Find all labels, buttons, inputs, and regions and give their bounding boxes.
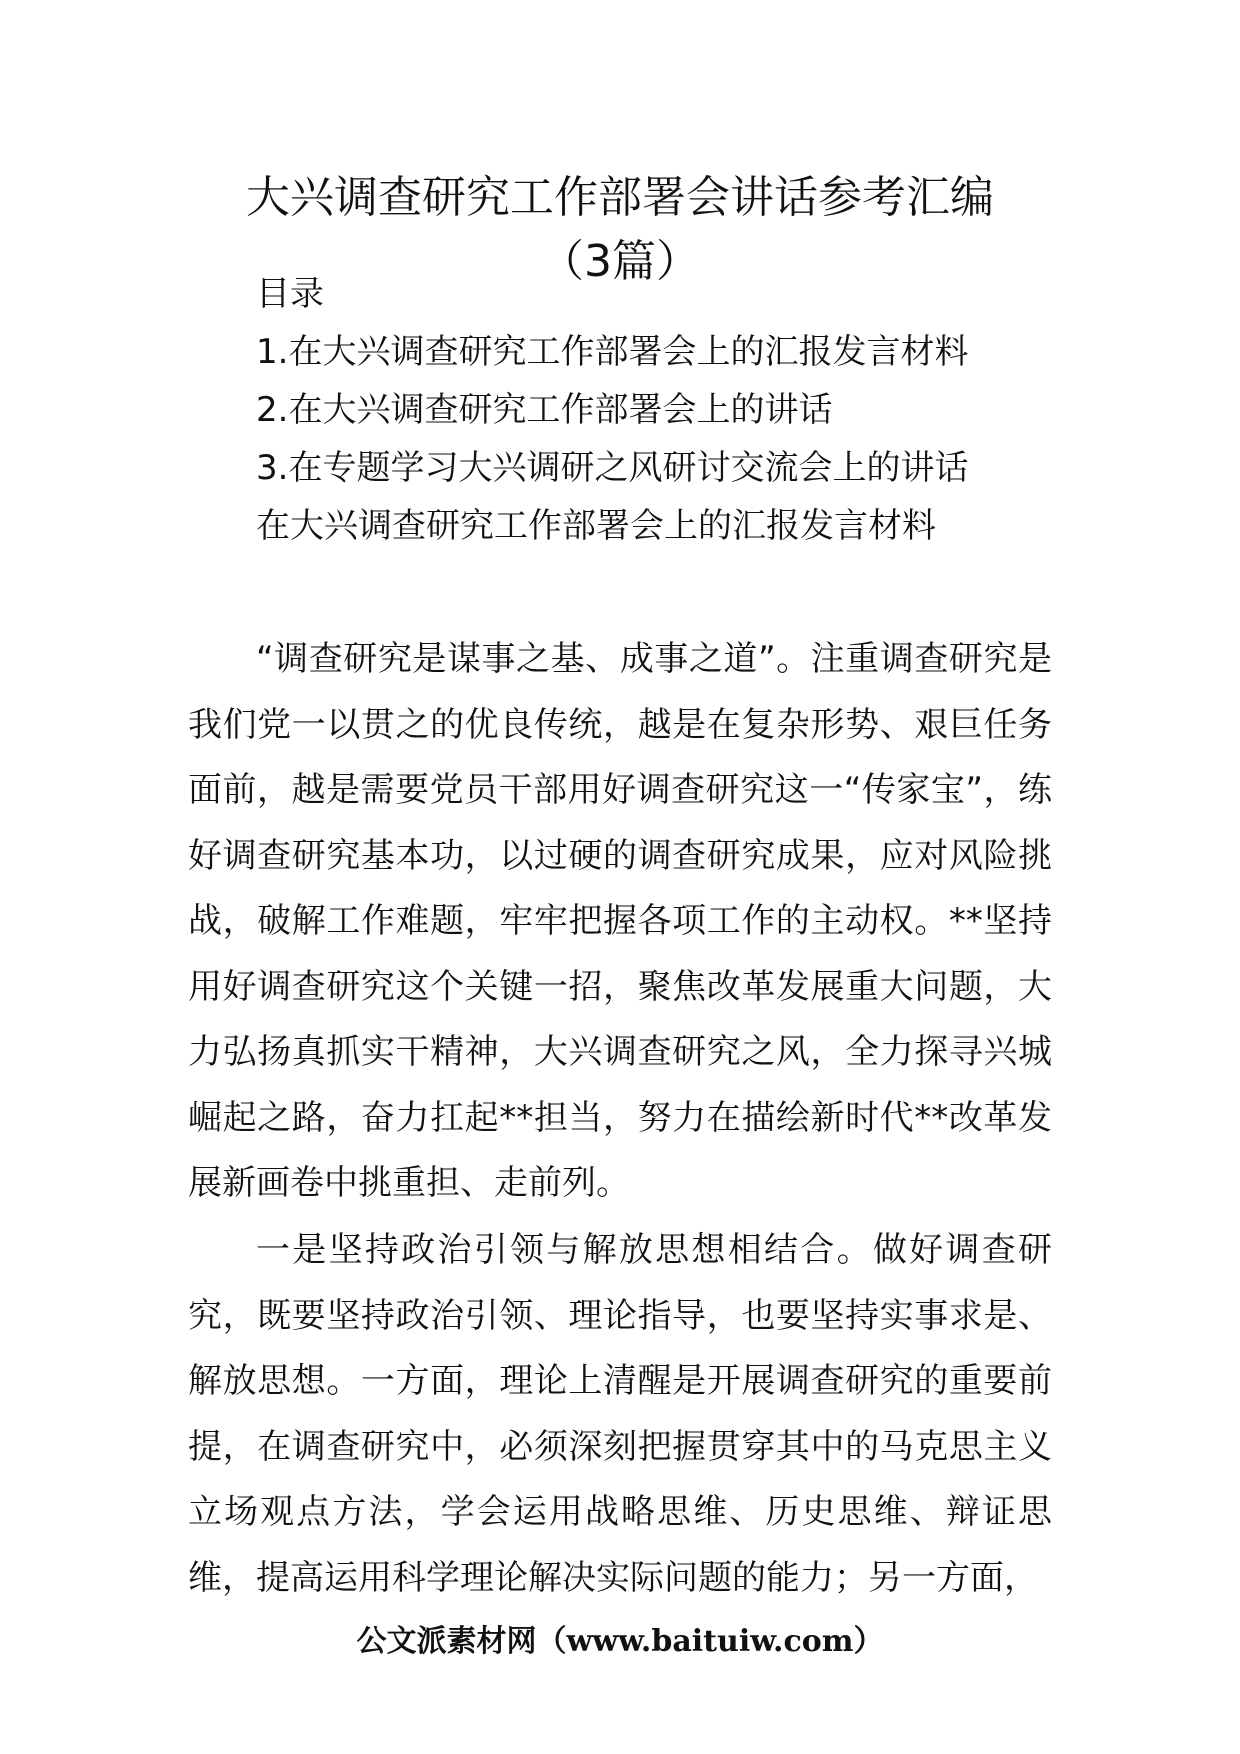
toc-item-1: 1.在大兴调查研究工作部署会上的汇报发言材料 (256, 332, 969, 372)
document-title-count: （3篇） (540, 236, 700, 287)
footer-watermark: 公文派素材网（www.baituiw.com） (356, 1624, 884, 1659)
toc-item-2: 2.在大兴调查研究工作部署会上的讲话 (256, 390, 833, 430)
document-title: 大兴调查研究工作部署会讲话参考汇编 (246, 172, 994, 223)
body-paragraph-1: “调查研究是谋事之基、成事之道”。注重调查研究是我们党一以贯之的优良传统，越是在复杂形势、艰巨任务面前，越是需要党员干部用好调查研究这一“传家宝”，练好调查研究基本功，以过硬的调查研究成果，应对风险挑战，破解工作难题，牢牢把握各项工作的主动权。**坚持用好调查研究这个关键一招，聚焦改革发展重大问题，大力弘扬真抓实干精神，大兴调查研究之风，全力探寻兴城崛起之路，奋力扛起**担当，努力在描绘新时代**改革发展新画卷中挑重担、走前列。 (188, 639, 1052, 1203)
section-heading: 在大兴调查研究工作部署会上的汇报发言材料 (256, 506, 936, 546)
body-paragraph-2: 一是坚持政治引领与解放思想相结合。做好调查研究，既要坚持政治引领、理论指导，也要坚持实事求是、解放思想。一方面，理论上清醒是开展调查研究的重要前提，在调查研究中，必须深刻把握贯穿其中的马克思主义立场观点方法，学会运用战略思维、历史思维、辩证思维，提高运用科学理论解决实际问题的能力；另一方面， (188, 1230, 1052, 1598)
toc-heading: 目录 (256, 274, 324, 314)
toc-item-3: 3.在专题学习大兴调研之风研讨交流会上的讲话 (256, 448, 969, 488)
